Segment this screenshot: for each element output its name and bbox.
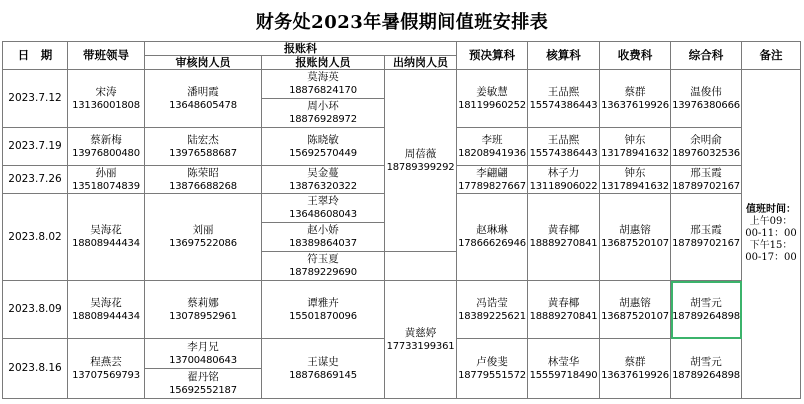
leader-cell: 宋涛 13136001808 bbox=[68, 70, 145, 128]
claim-cell: 符玉夏 18789229690 bbox=[262, 252, 385, 281]
remarks-cell: 值班时间： 上午09： 00-11：00 下午15： 00-17：00 bbox=[742, 70, 801, 399]
leader-cell: 吴海花 18808944434 bbox=[68, 281, 145, 339]
audit-cell: 陈荣昭 13876688268 bbox=[145, 166, 262, 194]
budget-cell: 赵琳琳 17866626946 bbox=[457, 194, 528, 281]
budget-cell: 冯诰莹 18389225621 bbox=[457, 281, 528, 339]
header-remarks: 备注 bbox=[742, 42, 801, 70]
fees-cell: 蔡群 13637619926 bbox=[600, 70, 671, 128]
header-cashier: 出纳岗人员 bbox=[385, 56, 457, 70]
budget-cell: 李班 18208941936 bbox=[457, 128, 528, 166]
leader-cell: 程燕芸 13707569793 bbox=[68, 339, 145, 399]
audit-cell: 蔡莉娜 13078952961 bbox=[145, 281, 262, 339]
fees-cell: 蔡群 13637619926 bbox=[600, 339, 671, 399]
general-cell: 邢玉霞 18789702167 bbox=[672, 166, 740, 192]
general-cell-selected[interactable]: 胡雪元 18789264898 bbox=[671, 281, 742, 339]
header-fees: 收费科 bbox=[600, 42, 671, 70]
claim-cell: 莫海英 18876824170 bbox=[262, 70, 385, 99]
general-cell: 邢玉霞 18789702167 bbox=[671, 194, 742, 281]
claim-cell: 陈晓敏 15692570449 bbox=[262, 128, 385, 166]
audit-cell: 李月兄 13700480643 bbox=[145, 339, 262, 369]
leader-cell: 吴海花 18808944434 bbox=[68, 194, 145, 281]
audit-cell: 潘明霞 13648605478 bbox=[145, 70, 262, 128]
row-date: 2023.8.02 bbox=[3, 194, 68, 281]
duty-schedule-table bbox=[2, 41, 801, 399]
header-accounting: 核算科 bbox=[528, 42, 600, 70]
audit-cell: 陆宏杰 13976588687 bbox=[145, 128, 262, 166]
claim-cell: 周小环 18876928972 bbox=[262, 99, 385, 128]
row-date: 2023.7.26 bbox=[3, 166, 68, 194]
header-budget: 预决算科 bbox=[457, 42, 528, 70]
claim-cell: 谭雅卉 15501870096 bbox=[262, 281, 385, 339]
general-cell: 余明俞 18976032536 bbox=[671, 128, 742, 166]
row-date: 2023.8.09 bbox=[3, 281, 68, 339]
row-date: 2023.7.19 bbox=[3, 128, 68, 166]
claim-cell: 赵小娇 18389864037 bbox=[262, 223, 385, 252]
accounting-cell: 王品熙 15574386443 bbox=[528, 128, 600, 166]
budget-cell: 姜敏慧 18119960252 bbox=[457, 70, 528, 128]
fees-cell: 钟东 13178941632 bbox=[601, 166, 669, 192]
header-date: 日 期 bbox=[3, 42, 68, 70]
budget-cell: 卢俊斐 18779551572 bbox=[457, 339, 528, 399]
leader-cell: 孙丽 13518074839 bbox=[68, 166, 145, 194]
fees-cell: 胡惠镕 13687520107 bbox=[600, 194, 671, 281]
header-claim: 报账岗人员 bbox=[262, 56, 385, 70]
accounting-cell: 林子力 13118906022 bbox=[528, 166, 600, 194]
general-cell: 胡雪元 18789264898 bbox=[671, 339, 742, 399]
header-leader: 带班领导 bbox=[68, 42, 145, 70]
audit-cell: 刘丽 13697522086 bbox=[145, 194, 262, 281]
claim-cell: 吴金蔓 13876320322 bbox=[262, 166, 385, 194]
cashier-cell: 周蓓薇 18789399292 bbox=[385, 70, 457, 252]
claim-cell: 王翠玲 13648608043 bbox=[262, 194, 385, 223]
budget-cell: 李翩翩 17789827667 bbox=[458, 166, 526, 192]
row-date: 2023.8.16 bbox=[3, 339, 68, 399]
header-general: 综合科 bbox=[671, 42, 742, 70]
general-cell: 温俊伟 13976380666 bbox=[671, 70, 742, 128]
header-audit: 审核岗人员 bbox=[145, 56, 262, 70]
accounting-cell: 黄春椰 18889270841 bbox=[528, 281, 600, 339]
audit-cell: 翟丹铭 15692552187 bbox=[145, 369, 262, 399]
fees-cell: 胡惠镕 13687520107 bbox=[600, 281, 671, 339]
page-title: 财务处2023年暑假期间值班安排表 bbox=[255, 12, 549, 33]
accounting-cell: 黄春椰 18889270841 bbox=[528, 194, 600, 281]
row-date: 2023.7.12 bbox=[3, 70, 68, 128]
leader-cell: 蔡新梅 13976800480 bbox=[68, 128, 145, 166]
claim-cell: 王谋史 18876869145 bbox=[262, 339, 385, 399]
header-baozhang: 报账科 bbox=[145, 42, 457, 56]
accounting-cell: 林莹华 15559718490 bbox=[528, 339, 600, 399]
cashier-cell: 黄慈婷 17733199361 bbox=[385, 281, 457, 399]
fees-cell: 钟东 13178941632 bbox=[600, 128, 671, 166]
accounting-cell: 王品熙 15574386443 bbox=[528, 70, 600, 128]
